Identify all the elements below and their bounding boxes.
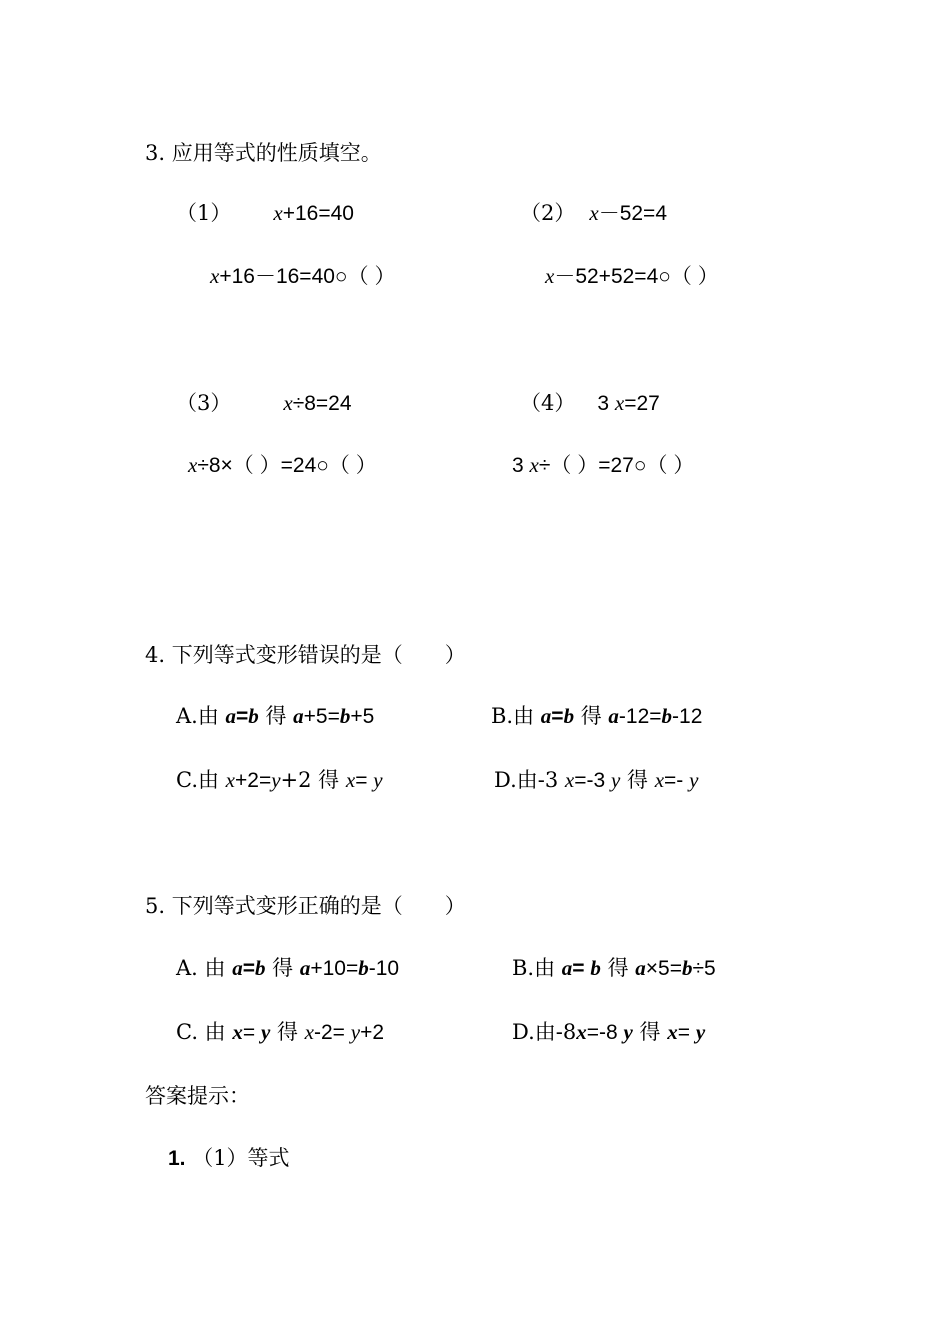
symbol: =-	[664, 769, 690, 792]
variable-a: a	[299, 956, 311, 980]
symbol: +2	[360, 1021, 385, 1044]
answers-title: 答案提示：	[145, 1084, 250, 1108]
q3-part3-equation	[176, 390, 352, 417]
variable-x: x	[225, 768, 235, 792]
variable-x: x	[529, 453, 539, 477]
connector-text: 得	[620, 768, 655, 792]
variable-y: y	[373, 768, 383, 792]
question-3-title: 3. 应用等式的性质填空。	[145, 141, 382, 165]
q3-part3-equation-rest: ÷8=24	[292, 392, 352, 415]
variable-x: x	[304, 1020, 314, 1044]
variable-a: a	[232, 956, 243, 980]
q3-part3-step	[188, 452, 377, 479]
symbol: ×5=	[645, 957, 682, 980]
option-prefix: B.由	[512, 956, 562, 980]
variable-a: a	[293, 704, 304, 728]
variable-a: a	[540, 704, 552, 728]
q3-part4-equation-rest: =27	[624, 392, 660, 415]
variable-x: x	[283, 391, 293, 415]
connector-text: 得	[600, 956, 636, 980]
q3-part4-coefficient: 3	[597, 392, 615, 415]
q3-part1-label: （1）	[176, 201, 232, 225]
symbol: =	[572, 957, 591, 980]
variable-y: y	[271, 768, 281, 792]
connector-text: 得	[632, 1020, 668, 1044]
symbol: =-8	[586, 1021, 624, 1044]
variable-a: a	[608, 704, 619, 728]
variable-a: a	[635, 956, 646, 980]
variable-b: b	[248, 704, 259, 728]
q3-part3-step-rest: ÷8×（ ）=24○（ ）	[197, 454, 377, 477]
variable-y: y	[611, 768, 621, 792]
variable-b: b	[681, 956, 693, 980]
q5-option-a	[176, 955, 399, 982]
variable-y: y	[689, 768, 699, 792]
symbol: =	[236, 705, 249, 728]
connector-text: 得	[265, 956, 300, 980]
symbol: =	[551, 705, 564, 728]
variable-x: x	[667, 1020, 678, 1044]
q5-option-b	[512, 955, 716, 982]
connector-text: +2 得	[280, 768, 346, 792]
answer-item-number: 1.	[168, 1147, 186, 1170]
symbol: =-3	[574, 769, 612, 792]
q5-option-d	[512, 1019, 705, 1046]
answer-item-1	[168, 1145, 290, 1172]
variable-b: b	[590, 956, 601, 980]
variable-x: x	[614, 391, 625, 415]
variable-b: b	[661, 704, 673, 728]
symbol: -12	[672, 705, 703, 728]
symbol: =	[242, 1021, 261, 1044]
q3-part2-equation	[520, 200, 667, 227]
q3-part4-step-rest: ÷（ ）=27○（ ）	[538, 454, 695, 477]
q3-part4-step	[512, 452, 694, 479]
q4-option-c	[176, 767, 383, 794]
q3-part4-label: （4）	[520, 391, 576, 415]
variable-y: y	[260, 1020, 271, 1044]
variable-x: x	[564, 768, 575, 792]
q3-part4-equation	[520, 390, 660, 417]
q3-part1-step	[210, 263, 395, 290]
option-prefix: C. 由	[176, 1020, 233, 1044]
q3-part2-equation-rest: －52=4	[598, 202, 668, 225]
option-prefix: D.由-3	[494, 768, 565, 792]
q5-option-c	[176, 1019, 384, 1046]
variable-x: x	[345, 768, 356, 792]
question-4-title: 4. 下列等式变形错误的是（ ）	[145, 643, 466, 667]
variable-b: b	[358, 956, 369, 980]
connector-text: 得	[258, 704, 294, 728]
symbol: ÷5	[692, 957, 716, 980]
q4-option-d	[494, 767, 698, 794]
answer-item-text: （1）等式	[185, 1146, 290, 1170]
variable-x: x	[188, 453, 198, 477]
symbol: +2=	[235, 769, 272, 792]
variable-x: x	[232, 1020, 243, 1044]
option-prefix: B.由	[491, 704, 541, 728]
variable-b: b	[254, 956, 266, 980]
symbol: =	[355, 769, 374, 792]
connector-text: 得	[270, 1020, 305, 1044]
option-prefix: C.由	[176, 768, 226, 792]
variable-b: b	[339, 704, 351, 728]
variable-x: x	[654, 768, 665, 792]
q3-part3-label: （3）	[176, 391, 232, 415]
option-prefix: A.由	[176, 704, 226, 728]
option-prefix: D.由-8	[512, 1020, 577, 1044]
symbol: +10=	[310, 957, 359, 980]
q3-part1-equation-rest: +16=40	[282, 202, 354, 225]
symbol: -12=	[618, 705, 662, 728]
question-5-title: 5. 下列等式变形正确的是（ ）	[145, 894, 466, 918]
variable-y: y	[350, 1020, 361, 1044]
symbol: -10	[368, 957, 400, 980]
symbol: +5=	[303, 705, 340, 728]
symbol: -2=	[313, 1021, 351, 1044]
symbol: =	[242, 957, 255, 980]
q3-part2-label: （2）	[520, 201, 576, 225]
variable-y: y	[623, 1020, 633, 1044]
symbol: =	[677, 1021, 696, 1044]
option-prefix: A. 由	[176, 956, 233, 980]
q3-part2-step-rest: －52+52=4○（ ）	[554, 265, 719, 288]
variable-x: x	[576, 1020, 587, 1044]
q4-option-b	[491, 703, 702, 730]
q3-part2-step	[545, 263, 719, 290]
q3-part1-equation	[176, 200, 354, 227]
q4-option-a	[176, 703, 374, 730]
connector-text: 得	[574, 704, 609, 728]
variable-b: b	[563, 704, 575, 728]
q3-part4-step-coefficient: 3	[512, 454, 530, 477]
variable-a: a	[561, 956, 573, 980]
symbol: +5	[350, 705, 375, 728]
variable-a: a	[225, 704, 237, 728]
variable-x: x	[589, 201, 599, 225]
q3-part1-step-rest: +16－16=40○（ ）	[219, 265, 396, 288]
variable-y: y	[695, 1020, 706, 1044]
variable-x: x	[210, 264, 220, 288]
variable-x: x	[545, 264, 555, 288]
variable-x: x	[273, 201, 283, 225]
